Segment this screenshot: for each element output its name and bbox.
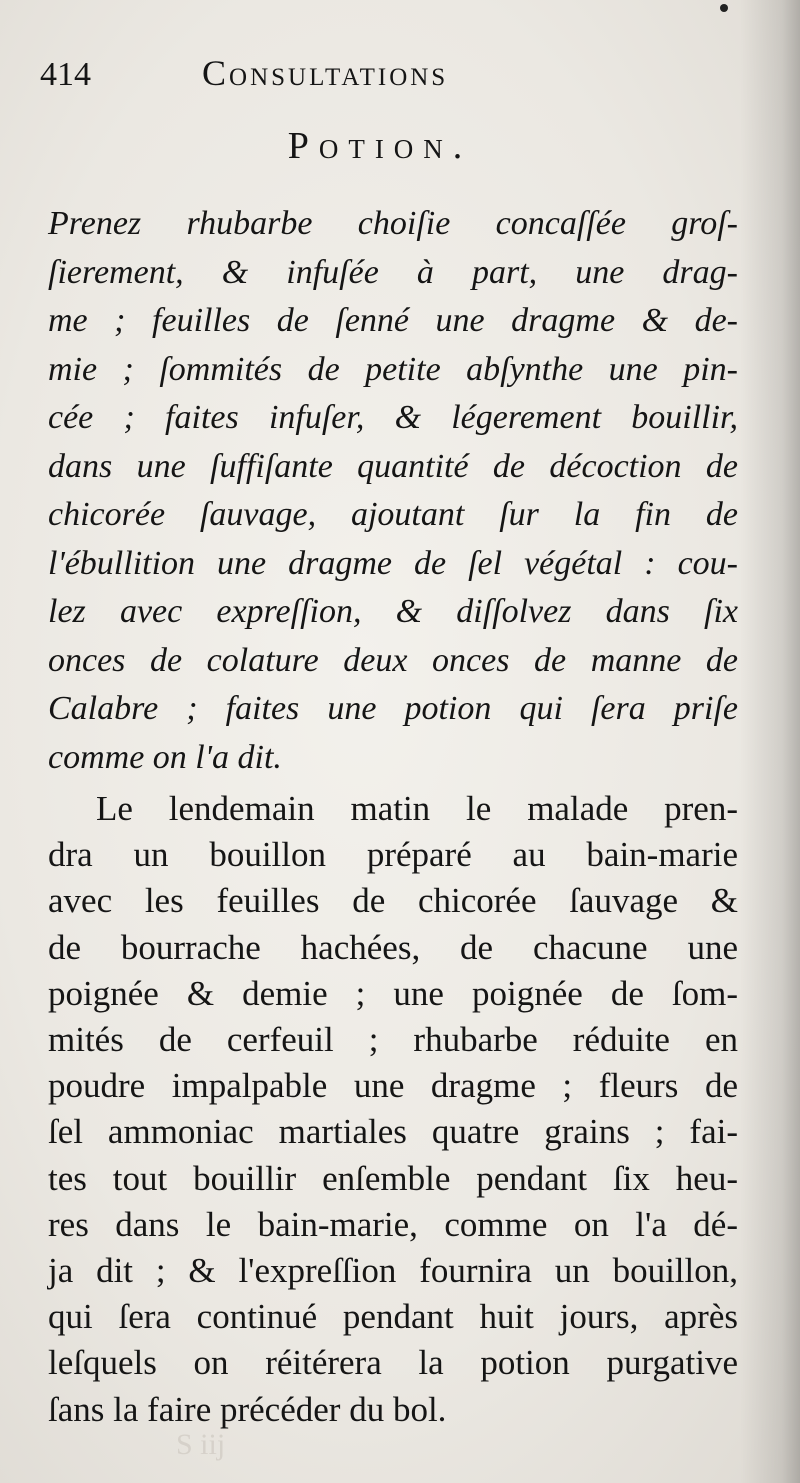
body-line: poudre impalpable une dragme ; fleurs de: [48, 1066, 738, 1106]
body-line: poignée & demie ; une poignée de ſom-: [48, 973, 738, 1013]
section-heading: Potion.: [287, 125, 473, 167]
recipe-line: lez avec expreſſion, & diſſolvez dans ſix: [48, 593, 738, 630]
recipe-paragraph: [48, 200, 738, 782]
recipe-line: comme on l'a dit.: [48, 738, 282, 776]
signature-mark: S iij: [176, 1428, 226, 1461]
body-line: avec les feuilles de chicorée ſauvage &: [48, 881, 738, 921]
recipe-line: mie ; ſommités de petite abſynthe une pin-: [48, 350, 738, 388]
running-title: Consultations: [202, 53, 449, 93]
body-line: Le lendemain matin le malade pren-: [96, 789, 738, 828]
recipe-line: l'ébullition une dragme de ſel végétal : cou-: [48, 544, 738, 582]
body-line: dra un bouillon préparé au bain-marie: [48, 835, 738, 875]
body-line: ſans la faire précéder du bol.: [48, 1389, 447, 1429]
recipe-line: me ; feuilles de ſenné une dragme & de-: [48, 302, 738, 339]
body-line: ſel ammoniac martiales quatre grains ; fai-: [48, 1112, 738, 1152]
body-line: mités de cerfeuil ; rhubarbe réduite en: [48, 1020, 738, 1060]
recipe-line: chicorée ſauvage, ajoutant ſur la fin de: [48, 496, 738, 533]
page-number: 414: [40, 56, 91, 93]
body-line: qui ſera continué pendant huit jours, après: [48, 1297, 738, 1337]
recipe-line: Calabre ; faites une potion qui ſera priſe: [48, 690, 738, 727]
ink-speck: [720, 4, 728, 12]
body-line: ja dit ; & l'expreſſion fournira un bouillon,: [48, 1251, 738, 1291]
recipe-line: dans une ſuffiſante quantité de décoction de: [48, 447, 738, 485]
body-line: tes tout bouillir enſemble pendant ſix heu-: [48, 1158, 738, 1198]
running-head: [40, 44, 600, 94]
gutter-shadow: [740, 0, 800, 1483]
body-line: res dans le bain-marie, comme on l'a dé-: [48, 1204, 738, 1244]
body-paragraph: [48, 786, 738, 1433]
recipe-line: ſierement, & infuſée à part, une drag-: [48, 253, 738, 291]
recipe-line: cée ; faites infuſer, & légerement bouillir,: [48, 399, 738, 436]
body-line: de bourrache hachées, de chacune une: [48, 927, 738, 967]
recipe-line: onces de colature deux onces de manne de: [48, 641, 738, 679]
recipe-line: Prenez rhubarbe choiſie concaſſée groſ-: [48, 205, 738, 242]
body-line: leſquels on réitérera la potion purgative: [48, 1343, 738, 1383]
